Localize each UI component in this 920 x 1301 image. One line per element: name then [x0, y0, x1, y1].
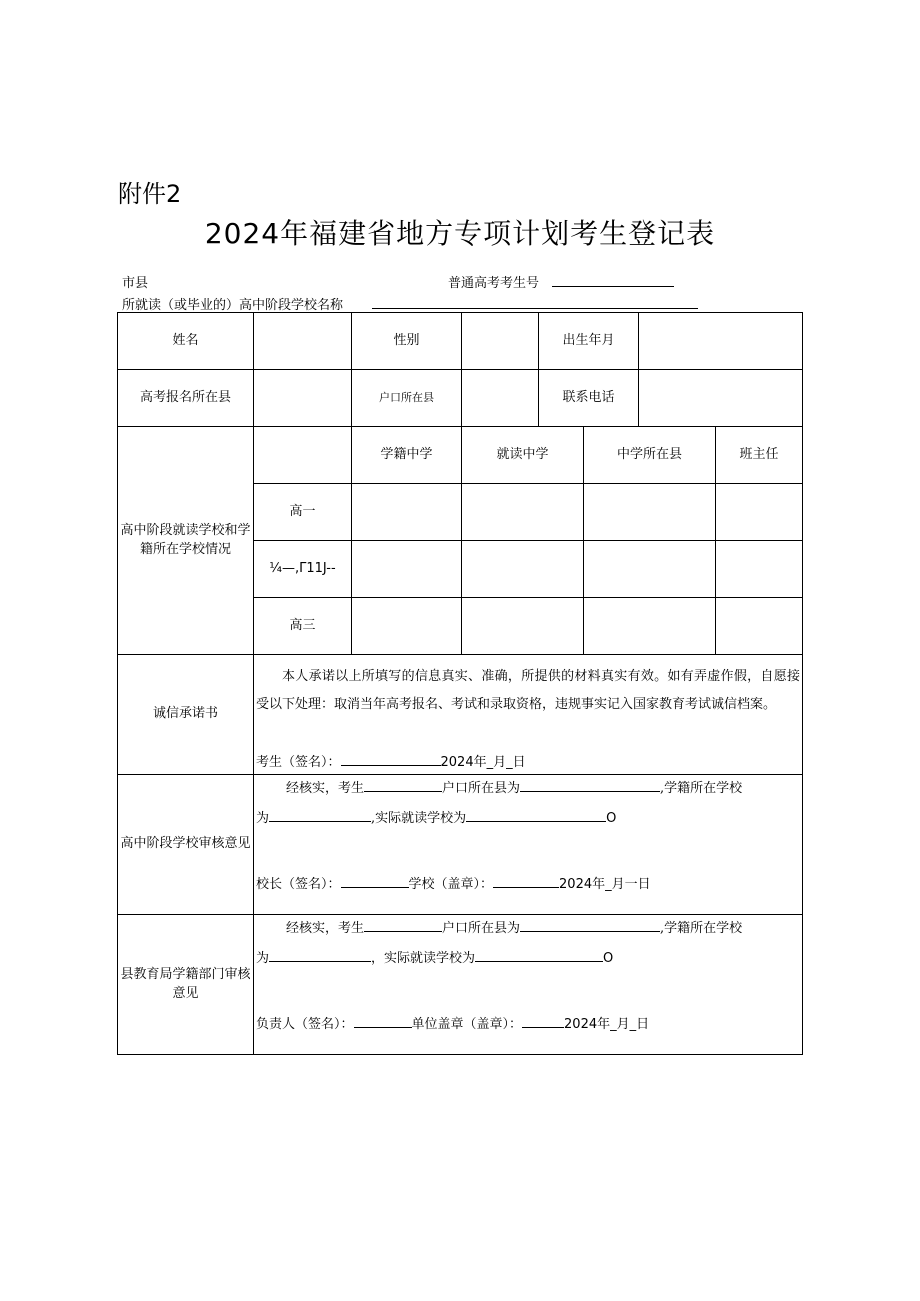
reg-county-field[interactable]: [254, 370, 352, 427]
grade-label: 高三: [254, 598, 352, 655]
grade-cell[interactable]: [584, 541, 716, 598]
col-attended-school: 就读中学: [462, 427, 584, 484]
principal-sign-field[interactable]: [341, 873, 409, 888]
school-stamp-field[interactable]: [493, 873, 559, 888]
grade-cell[interactable]: [462, 541, 584, 598]
grade-cell[interactable]: [716, 541, 803, 598]
grade-cell[interactable]: [462, 484, 584, 541]
gender-label: 性别: [352, 313, 462, 370]
col-head-teacher: 班主任: [716, 427, 803, 484]
grade-header-empty: [254, 427, 352, 484]
attachment-label: 附件2: [118, 180, 182, 208]
reg-county-label: 高考报名所在县: [118, 370, 254, 427]
integrity-statement: [254, 655, 803, 775]
col-status-school: 学籍中学: [352, 427, 462, 484]
grade-cell[interactable]: [584, 484, 716, 541]
integrity-label: 诚信承诺书: [118, 655, 254, 775]
status-school-text: ,学籍所在学校: [660, 921, 743, 936]
status-school-text: ,学籍所在学校: [660, 781, 743, 796]
hukou-text: 户口所在县为: [442, 781, 521, 796]
responsible-sign-field[interactable]: [354, 1013, 412, 1028]
actual-school-text: ，实际就读学校为: [371, 951, 476, 966]
name-label: 姓名: [118, 313, 254, 370]
bureau-review-date: 2024年_月_日: [564, 1017, 650, 1032]
grade-cell[interactable]: [462, 598, 584, 655]
candidate-sign-field[interactable]: [341, 751, 441, 766]
bureau-review: [254, 915, 803, 1055]
verified-text: 经核实，考生: [286, 781, 365, 796]
student-name-field[interactable]: [364, 917, 442, 932]
exam-number-label: 普通高考考生号: [448, 276, 540, 291]
grade-label: ¼—,Γ11J--: [254, 541, 352, 598]
registration-table: [117, 312, 803, 1055]
birth-field[interactable]: [639, 313, 803, 370]
actual-school-field[interactable]: [466, 807, 606, 822]
bureau-review-label: 县教育局学籍部门审核意见: [118, 915, 254, 1055]
phone-label: 联系电话: [539, 370, 639, 427]
school-stamp-label: 学校（盖章）：: [408, 877, 494, 892]
gender-field[interactable]: [462, 313, 539, 370]
col-school-county: 中学所在县: [584, 427, 716, 484]
grade-cell[interactable]: [584, 598, 716, 655]
school-review-date: 2024年_月一日: [559, 877, 651, 892]
status-school-field[interactable]: [269, 807, 371, 822]
is-text: 为: [256, 951, 270, 966]
responsible-sign-label: 负责人（签名）：: [256, 1017, 354, 1032]
actual-school-text: ,实际就读学校为: [371, 811, 467, 826]
school-review-label: 高中阶段学校审核意见: [118, 775, 254, 915]
integrity-date: 2024年_月_日: [440, 755, 526, 770]
principal-sign-label: 校长（签名）：: [256, 877, 341, 892]
hukou-text: 户口所在县为: [442, 921, 521, 936]
actual-school-field[interactable]: [475, 947, 603, 962]
unit-stamp-label: 单位盖章（盖章）：: [411, 1017, 523, 1032]
hukou-county-field[interactable]: [462, 370, 539, 427]
city-county-label: 市县: [122, 276, 149, 291]
grade-cell[interactable]: [352, 598, 462, 655]
candidate-sign-label: 考生（签名）：: [256, 755, 341, 770]
hukou-county-label: 户口所在县: [352, 370, 462, 427]
unit-stamp-field[interactable]: [522, 1013, 564, 1028]
school-name-field[interactable]: [372, 308, 698, 309]
hukou-field[interactable]: [520, 777, 660, 792]
grade-label: 高一: [254, 484, 352, 541]
end-mark: O: [603, 951, 614, 966]
grade-cell[interactable]: [352, 541, 462, 598]
integrity-text: 本人承诺以上所填写的信息真实、准确，所提供的材料真实有效。如有弄虚作假，自愿接受以下处理：取消当年高考报名、考试和录取资格，违规事实记入国家教育考试诚信档案。: [256, 669, 801, 712]
grade-cell[interactable]: [716, 484, 803, 541]
school-name-label: 所就读（或毕业的）高中阶段学校名称: [122, 298, 344, 313]
grade-cell[interactable]: [352, 484, 462, 541]
school-section-label: 高中阶段就读学校和学籍所在学校情况: [118, 427, 254, 655]
name-field[interactable]: [254, 313, 352, 370]
grade-cell[interactable]: [716, 598, 803, 655]
student-name-field[interactable]: [364, 777, 442, 792]
exam-number-field[interactable]: [552, 286, 674, 287]
verified-text: 经核实，考生: [286, 921, 365, 936]
is-text: 为: [256, 811, 270, 826]
school-review: [254, 775, 803, 915]
status-school-field[interactable]: [269, 947, 371, 962]
hukou-field[interactable]: [520, 917, 660, 932]
end-mark: O: [606, 811, 617, 826]
page-title: 2024年福建省地方专项计划考生登记表: [204, 217, 716, 250]
birth-label: 出生年月: [539, 313, 639, 370]
phone-field[interactable]: [639, 370, 803, 427]
